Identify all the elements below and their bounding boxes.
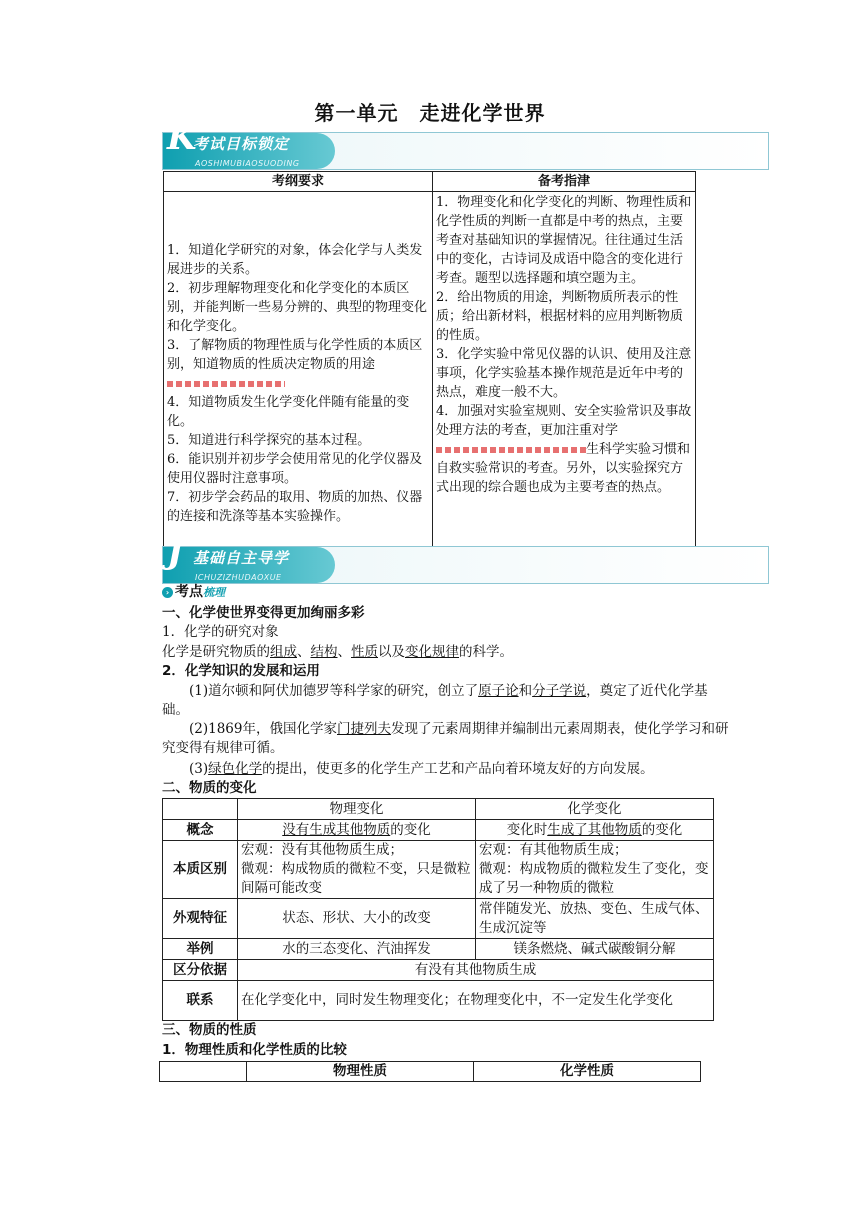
arrow-icon: › xyxy=(162,587,173,598)
property-comparison-table xyxy=(159,1061,701,1082)
exam-requirements-table xyxy=(163,171,696,576)
paragraph: (3)绿色化学的提出，使更多的化学生产工艺和产品向着环境友好的方向发展。 xyxy=(189,761,654,777)
table-header: 化学变化 xyxy=(476,799,714,820)
table-header: 物理变化 xyxy=(238,799,476,820)
paragraph: (2)1869年，俄国化学家门捷列夫发现了元素周期律并编制出元素周期表，使化学学习和研究变得有规律可循。 xyxy=(162,721,729,756)
list-item: 5．知道进行科学探究的基本过程。 xyxy=(167,433,371,448)
section-banner-exam-goals xyxy=(162,118,769,170)
banner-pinyin: AOSHIMUBIAOSUODING xyxy=(195,159,300,168)
list-item: 2．初步理解物理变化和化学变化的本质区别，并能判断一些易分辨的、典型的物理变化和化学变化。 xyxy=(167,281,428,334)
banner-letter: J xyxy=(167,532,184,572)
section-banner-self-study xyxy=(162,532,769,584)
table-row: 区分依据 有没有其他物质生成 xyxy=(163,960,714,981)
page-title: 第一单元 走进化学世界 xyxy=(314,101,546,125)
table-row: 外观特征 状态、形状、大小的改变 常伴随发光、放热、变色、生成气体、生成沉淀等 xyxy=(163,899,714,939)
table-header: 备考指津 xyxy=(433,172,696,192)
banner-logo xyxy=(163,118,335,169)
list-item: 4．加强对实验室规则、安全实验常识及事故处理方法的考查，更加注重对学 xyxy=(436,404,692,438)
table-header: 物理性质 xyxy=(247,1062,474,1082)
subheading: 1．物理性质和化学性质的比较 xyxy=(162,1042,347,1058)
requirements-cell xyxy=(164,192,433,576)
banner-letter: K xyxy=(167,118,197,158)
subheading: 1．化学的研究对象 xyxy=(162,624,279,640)
list-item: 1．知道化学研究的对象，体会化学与人类发展进步的关系。 xyxy=(167,243,423,277)
list-item: 3．化学实验中常见仪器的认识、使用及注意事项，化学实验基本操作规范是近年中考的热点，难度一般不大。 xyxy=(436,347,692,400)
subheading: 2．化学知识的发展和运用 xyxy=(162,663,320,679)
banner-pinyin: ICHUZIZHUDAOXUE xyxy=(195,573,282,582)
list-item: 生科学实验习惯和自救实验常识的考查。另外，以实验探究方式出现的综合题也成为主要考查的热点。 xyxy=(436,442,691,495)
paragraph: (1)道尔顿和阿伏加德罗等科学家的研究，创立了原子论和分子学说，奠定了近代化学基础。 xyxy=(162,683,708,718)
table-header: 考纲要求 xyxy=(164,172,433,192)
list-item: 4．知道物质发生化学变化伴随有能量的变化。 xyxy=(167,395,410,429)
banner-logo xyxy=(163,532,335,583)
banner-title: 考试目标锁定 xyxy=(193,135,290,153)
table-row: 联系 在化学变化中，同时发生物理变化；在物理变化中，不一定发生化学变化 xyxy=(163,981,714,1021)
list-item: 6．能识别并初步学会使用常见的化学仪器及使用仪器时注意事项。 xyxy=(167,452,423,486)
table-row: 概念 没有生成其他物质的变化 变化时生成了其他物质的变化 xyxy=(163,820,714,841)
section-heading: 三、物质的性质 xyxy=(162,1022,257,1038)
list-item: 2．给出物质的用途，判断物质所表示的性质；给出新材料，根据材料的应用判断物质的性质。 xyxy=(436,290,684,343)
list-item: 1．物理变化和化学变化的判断、物理性质和化学性质的判断一直都是中考的热点，主要考查对基础知识的掌握情况。往往通过生活中的变化，古诗词及成语中隐含的变化进行考查。题型以选择题和填空题为主。 xyxy=(436,195,692,286)
banner-title: 基础自主导学 xyxy=(193,549,290,567)
table-row: 本质区别 宏观：没有其他物质生成； 微观：构成物质的微粒不变，只是微粒间隔可能改变 宏观：有其他物质生成； 微观：构成物质的微粒发生了变化，变成了另一种物质的微粒 xyxy=(163,841,714,899)
guidance-cell xyxy=(433,192,696,576)
section-heading: 一、化学使世界变得更加绚丽多彩 xyxy=(162,605,365,621)
section-heading: 二、物质的变化 xyxy=(162,780,257,796)
table-row: 举例 水的三态变化、汽油挥发 镁条燃烧、碱式碳酸铜分解 xyxy=(163,939,714,960)
red-stamp-mark xyxy=(167,381,285,387)
table-header: 化学性质 xyxy=(474,1062,701,1082)
change-comparison-table xyxy=(162,798,714,1021)
list-item: 7．初步学会药品的取用、物质的加热、仪器的连接和洗涤等基本实验操作。 xyxy=(167,490,423,524)
red-stamp-mark xyxy=(436,447,586,453)
list-item: 3．了解物质的物理性质与化学性质的本质区别，知道物质的性质决定物质的用途 xyxy=(167,336,429,393)
key-points-tag: › 考点梳理 xyxy=(162,583,225,602)
paragraph: 化学是研究物质的组成、结构、性质以及变化规律的科学。 xyxy=(162,644,513,660)
